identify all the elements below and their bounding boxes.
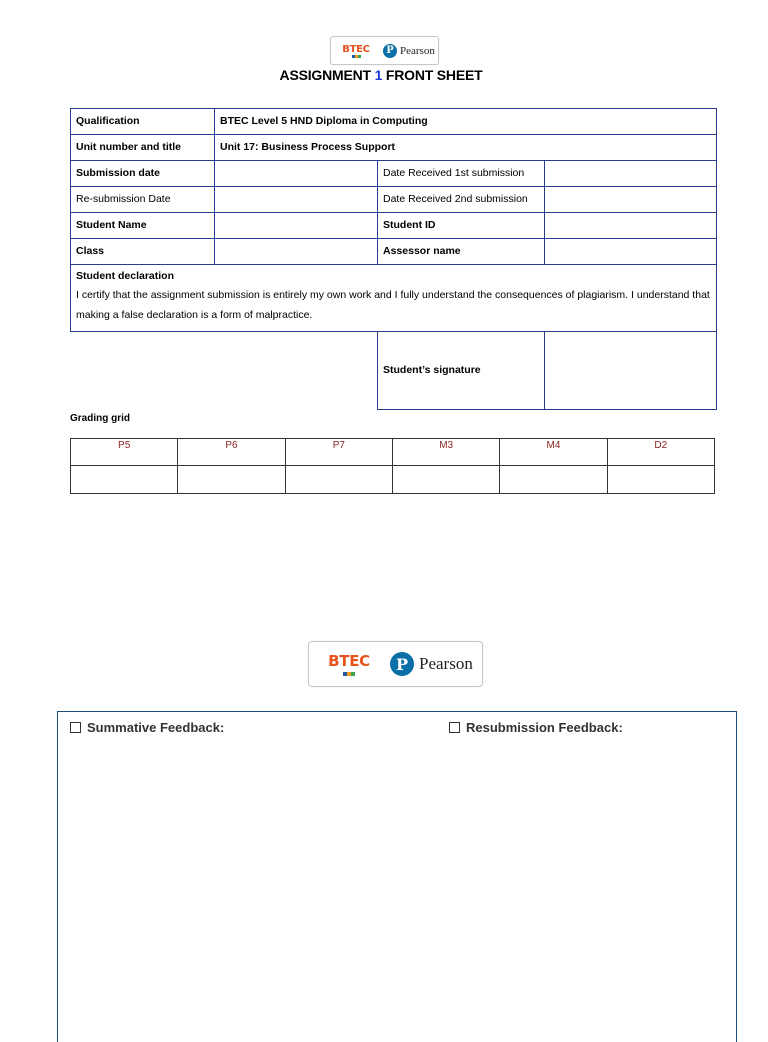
table-row <box>71 187 717 213</box>
signature-field[interactable] <box>545 332 717 410</box>
qualification-label: Qualification <box>71 109 215 135</box>
pearson-p-icon: P <box>390 652 414 676</box>
fpt-logo-icon <box>352 55 361 58</box>
grade-criterion: P6 <box>178 439 285 466</box>
grade-cell[interactable] <box>392 466 499 494</box>
signature-label: Student’s signature <box>378 332 545 410</box>
grade-criterion: M3 <box>392 439 499 466</box>
table-row <box>71 239 717 265</box>
grade-cell[interactable] <box>607 466 714 494</box>
summative-checkbox-icon[interactable] <box>70 722 81 733</box>
grade-criterion: P5 <box>71 439 178 466</box>
date-received-2-label: Date Received 2nd submission <box>378 187 545 213</box>
summative-feedback-label: Summative Feedback: <box>87 720 225 735</box>
resubmission-date-label: Re-submission Date <box>71 187 215 213</box>
grade-cell[interactable] <box>285 466 392 494</box>
grading-grid-label: Grading grid <box>70 413 130 424</box>
btec-wordmark: BTEC <box>342 43 370 55</box>
feedback-box <box>57 711 737 1042</box>
pearson-logo <box>390 652 473 676</box>
unit-value: Unit 17: Business Process Support <box>215 135 717 161</box>
fpt-logo-icon <box>343 672 355 676</box>
declaration-text: I certify that the assignment submission is entirely my own work and I fully understand the consequences of plagiarism. I understand that making a false declaration is a form of malpractice. <box>76 289 710 321</box>
date-received-2-field[interactable] <box>545 187 717 213</box>
btec-pearson-logo-feedback <box>308 641 483 687</box>
student-id-label: Student ID <box>378 213 545 239</box>
table-row <box>71 109 717 135</box>
table-row <box>71 265 717 332</box>
grading-value-row <box>71 466 715 494</box>
grade-criterion: M4 <box>500 439 607 466</box>
student-name-label: Student Name <box>71 213 215 239</box>
resubmission-feedback-option[interactable] <box>449 720 623 735</box>
qualification-value: BTEC Level 5 HND Diploma in Computing <box>215 109 717 135</box>
btec-wordmark: BTEC <box>328 651 370 670</box>
front-sheet-table <box>70 108 717 410</box>
page-title: ASSIGNMENT 1 FRONT SHEET <box>279 67 483 83</box>
submission-date-label: Submission date <box>71 161 215 187</box>
table-row <box>71 332 717 410</box>
student-id-field[interactable] <box>545 213 717 239</box>
date-received-1-label: Date Received 1st submission <box>378 161 545 187</box>
resubmission-date-field[interactable] <box>215 187 378 213</box>
btec-logo <box>316 653 382 676</box>
class-field[interactable] <box>215 239 378 265</box>
btec-pearson-logo-top <box>330 36 439 65</box>
table-row <box>71 213 717 239</box>
table-row <box>71 135 717 161</box>
date-received-1-field[interactable] <box>545 161 717 187</box>
grade-cell[interactable] <box>71 466 178 494</box>
resubmission-feedback-label: Resubmission Feedback: <box>466 720 623 735</box>
class-label: Class <box>71 239 215 265</box>
pearson-wordmark: Pearson <box>400 44 435 57</box>
grading-grid <box>70 438 715 494</box>
submission-date-field[interactable] <box>215 161 378 187</box>
unit-label: Unit number and title <box>71 135 215 161</box>
table-row <box>71 161 717 187</box>
pearson-wordmark: Pearson <box>419 654 473 673</box>
resubmission-checkbox-icon[interactable] <box>449 722 460 733</box>
grade-criterion: D2 <box>607 439 714 466</box>
assessor-field[interactable] <box>545 239 717 265</box>
btec-logo <box>334 44 378 58</box>
grading-header-row <box>71 439 715 466</box>
grade-cell[interactable] <box>178 466 285 494</box>
grade-criterion: P7 <box>285 439 392 466</box>
declaration-heading: Student declaration <box>76 270 175 282</box>
assessor-label: Assessor name <box>378 239 545 265</box>
student-declaration <box>71 265 717 332</box>
pearson-p-icon: P <box>383 44 397 58</box>
grade-cell[interactable] <box>500 466 607 494</box>
summative-feedback-option[interactable] <box>70 720 224 735</box>
student-name-field[interactable] <box>215 213 378 239</box>
pearson-logo <box>383 44 435 58</box>
